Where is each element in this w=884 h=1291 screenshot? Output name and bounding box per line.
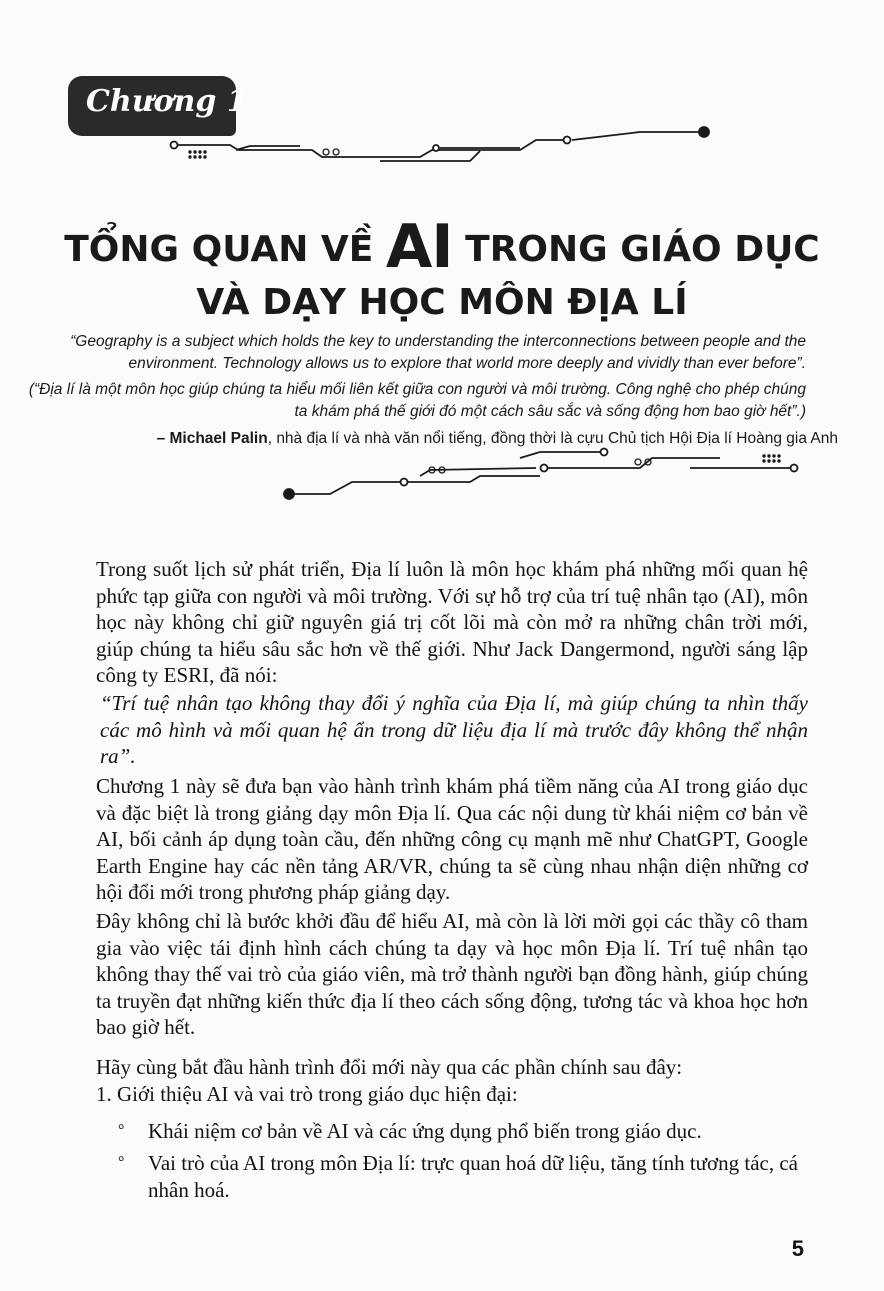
epigraph-vietnamese: (“Địa lí là một môn học giúp chúng ta hiểu mối liên kết giữa con người và môi trường. Công nghệ cho phép chúng ta khám phá thế giới đó một cách sâu sắc và sống động hơn bao giờ hết”.) bbox=[28, 381, 806, 420]
chapter-title-line2: VÀ DẠY HỌC MÔN ĐỊA LÍ bbox=[196, 282, 688, 323]
sub-list-item-text: Khái niệm cơ bản về AI và các ứng dụng phổ biến trong giáo dục. bbox=[148, 1119, 702, 1143]
sub-list-item-text: Vai trò của AI trong môn Địa lí: trực quan hoá dữ liệu, tăng tính tương tác, cá nhân hoá. bbox=[148, 1151, 799, 1202]
title-part-2: TRONG GIÁO DỤC bbox=[452, 229, 820, 270]
epigraph-attribution bbox=[58, 428, 838, 450]
paragraph-sections-intro: Hãy cùng bắt đầu hành trình đổi mới này qua các phần chính sau đây: bbox=[96, 1055, 683, 1079]
chapter-title-line1 bbox=[40, 212, 844, 282]
quote-dangermond: “Trí tuệ nhân tạo không thay đổi ý nghĩa của Địa lí, mà giúp chúng ta nhìn thấy các mô hình và mối quan hệ ẩn trong dữ liệu địa lí mà trước đây không thể nhận ra”. bbox=[100, 691, 808, 768]
epigraph-english: “Geography is a subject which holds the key to understanding the interconnections between people and the environment. Technology allows us to explore that world more deeply and vividly than ever before”. bbox=[70, 333, 806, 372]
chapter-badge-label: Chương 1 bbox=[86, 84, 248, 119]
title-part-1: TỔNG QUAN VỀ bbox=[64, 229, 386, 270]
paragraph-chapter-overview: Chương 1 này sẽ đưa bạn vào hành trình khám phá tiềm năng của AI trong giáo dục và đặc biệt là trong giảng dạy môn Địa lí. Qua các nội dung từ khái niệm cơ bản về AI, bối cảnh áp dụng toàn cầu, đến những công cụ mạnh mẽ như ChatGPT, Google Earth Engine hay các nền tảng AR/VR, chúng ta sẽ cùng nhau nhận diện những cơ hội đổi mới trong phương pháp giảng dạy. bbox=[96, 774, 808, 904]
paragraph-invitation: Đây không chỉ là bước khởi đầu để hiểu AI, mà còn là lời mời gọi các thầy cô tham gia vào việc tái định hình cách chúng ta dạy và học môn Địa lí. Trí tuệ nhân tạo không thay thế vai trò của giáo viên, mà trở thành người bạn đồng hành, giúp chúng ta truyền đạt những kiến thức địa lí theo cách sống động, tương tác và khoa học hơn bao giờ hết. bbox=[96, 909, 808, 1039]
list-item-1: 1. Giới thiệu AI và vai trò trong giáo dục hiện đại: bbox=[96, 1082, 518, 1106]
bullet-icon: ° bbox=[118, 1154, 125, 1171]
paragraph-intro: Trong suốt lịch sử phát triển, Địa lí luôn là môn học khám phá những mối quan hệ phức tạp giữa con người và môi trường. Với sự hỗ trợ của trí tuệ nhân tạo (AI), môn học này không chỉ giữ nguyên giá trị cốt lõi mà còn mở ra những chân trời mới, giúp chúng ta hiểu sâu sắc hơn về thế giới. Như Jack Dangermond, người sáng lập công ty ESRI, đã nói: bbox=[96, 557, 808, 687]
epigraph-author: – Michael Palin bbox=[156, 430, 268, 447]
title-ai: AI bbox=[385, 212, 453, 282]
page-number: 5 bbox=[791, 1236, 804, 1261]
chapter-badge bbox=[68, 76, 248, 136]
bullet-icon: ° bbox=[118, 1122, 125, 1139]
epigraph-author-role: , nhà địa lí và nhà văn nổi tiếng, đồng thời là cựu Chủ tịch Hội Địa lí Hoàng gia Anh bbox=[267, 430, 838, 447]
